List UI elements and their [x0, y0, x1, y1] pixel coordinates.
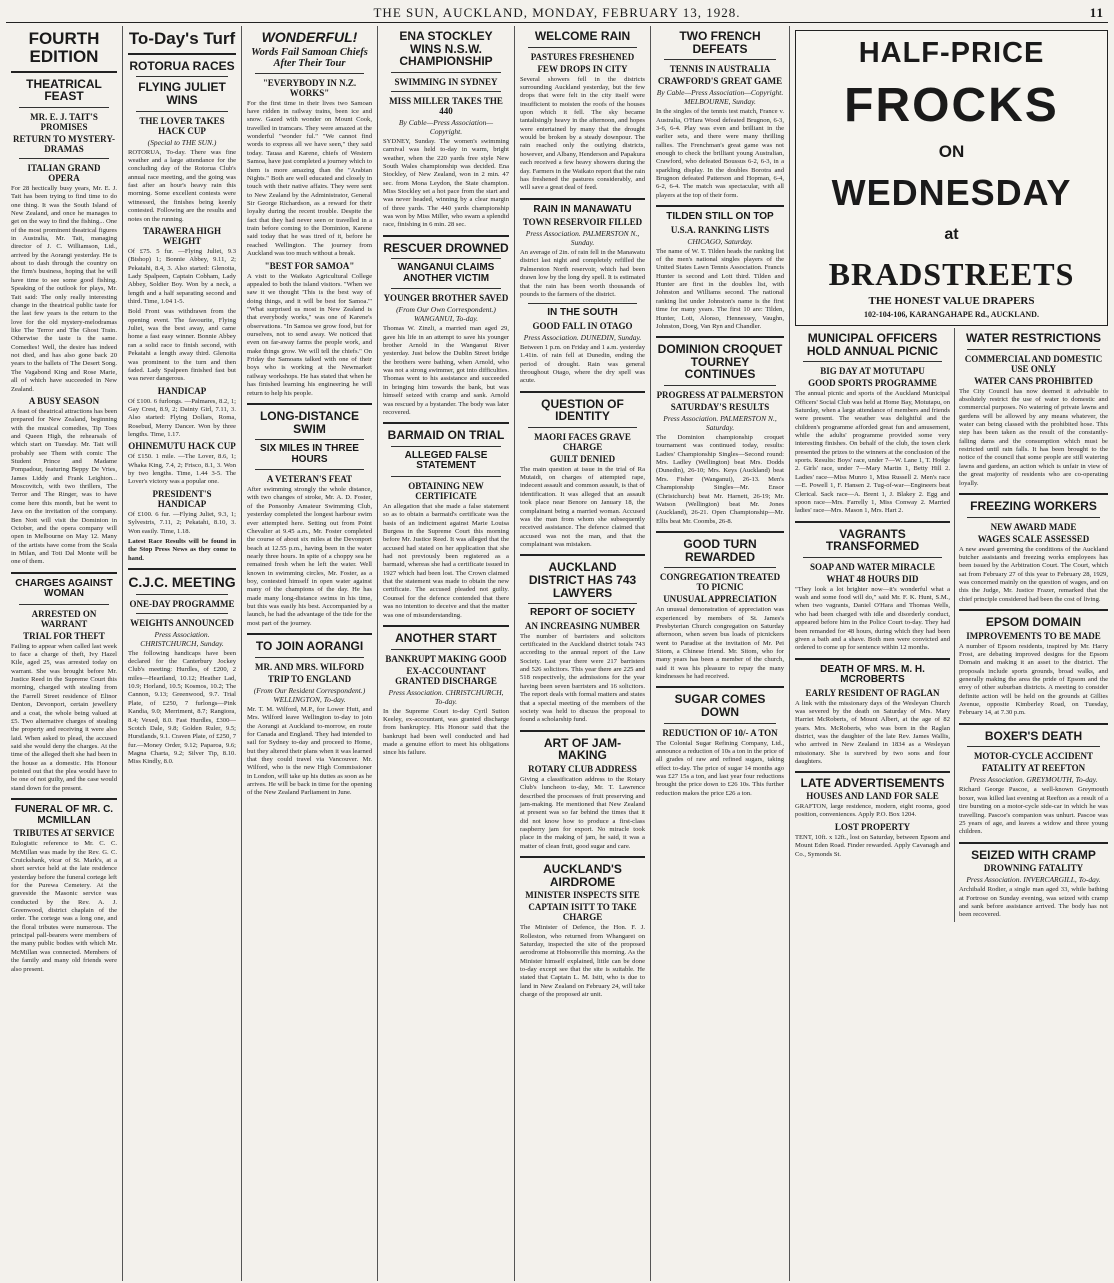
fourth-edition-heading: FOURTH EDITION: [28, 29, 100, 66]
longdistance-sub2: A VETERAN'S FEAT: [266, 474, 353, 485]
turf-race4-body: Of £100. 6 fur. —Flying Juliet, 9.3, 1; Sylvestris, 7.11, 2; Pekatahi, 8.10, 3. Won easily. Time, 1.18.: [128, 510, 236, 535]
mcroberts-headline: DEATH OF MRS. M. H. MCROBERTS: [820, 663, 925, 686]
stockley-byline: By Cable—Press Association—Copyright.: [398, 117, 494, 136]
stockley-headline: ENA STOCKLEY WINS N.S.W. CHAMPIONSHIP: [399, 29, 493, 69]
cjc-byline: Press Association. CHRISTCHURCH, Sunday.: [140, 629, 224, 648]
rescuer-sub1: WANGANUI CLAIMS ANOTHER VICTIM: [397, 262, 495, 284]
wonderful-headline: WONDERFUL!: [261, 29, 358, 45]
ad-tagline: THE HONEST VALUE DRAPERS: [868, 295, 1035, 307]
vagrants-sub2: WHAT 48 HOURS DID: [826, 573, 919, 584]
cjc-headline: C.J.C. MEETING: [128, 574, 236, 590]
theatrical-sub1: MR. E. J. TAIT'S PROMISES: [30, 111, 98, 132]
aerodrome-sub2: CAPTAIN ISITT TO TAKE CHARGE: [528, 902, 637, 923]
lower-columns: [795, 328, 1108, 922]
turn-headline: GOOD TURN REWARDED: [683, 536, 757, 564]
lateads-lost-body: TENT, 10ft. x 12ft., lost on Saturday, between Epsom and Mount Eden Road. Finder rewarded. Apply Cavanagh and Co., Symonds St.: [795, 833, 950, 858]
jam-sub1: ROTARY CLUB ADDRESS: [528, 763, 637, 774]
ad-address: 102-104-106, KARANGAHAPE Rd., AUCKLAND.: [864, 310, 1039, 319]
manawatu-headline: RAIN IN MANAWATU: [533, 203, 632, 215]
aorangi-headline: TO JOIN AORANGI: [255, 639, 364, 654]
funeral-sub1: TRIBUTES AT SERVICE: [13, 828, 115, 839]
barmaid-headline: BARMAID ON TRIAL: [387, 428, 505, 443]
identity-sub2: GUILT DENIED: [549, 453, 616, 464]
longdistance-body: After swimming strongly the whole distance, with two changes of stroke, Mr. A. D. Foster, of the Ponsonby Amateur Swimming Club, yesterday completed the longest harbour swim ever attempted here. Setting out from Point Chevalier at 9.45 a.m., Mr. Foster completed the course of about six miles at the Devonport beach at 12.55 p.m., having been in the water nearly three hours. In spite of a choppy sea he remained fresh when he left the water. Well known in swimming circles, Mr. Foster, as a boy, contested himself in open water against many of the champions of the day. He has made many long-distance swims in his time, but this was easily his best. Accompanied by a launch, he had the advantage of the tide for the most part of the journey.: [247, 486, 372, 627]
funeral-body: Eulogistic reference to Mr. C. C. McMillan was made by the Rev. G. C. Cruickshank, vicar of St. Mark's, at a short service held at the late residence yesterday before the funeral cortege left for the Purewa Cemetery. At the graveside the Masonic service was conducted by the Rev. A. J. Greenwood, district chaplain of the order. The cortege was a long one, and the floral tributes were numerous. The principal pall-bearers were members of the many public bodies with which Mr. McMillan was connected. Members of the family and many old friends were also present.: [11, 840, 117, 973]
epsom-headline: EPSOM DOMAIN: [985, 615, 1082, 630]
another-start-body: In the Supreme Court to-day Cyril Sutton Keeley, ex-accountant, was granted discharge from bankruptcy. His Honour said that the bankrupt had been well conducted and had made a genuine effort to meet his obligations since his failure.: [383, 707, 509, 757]
masthead: [6, 4, 1108, 23]
picnic-sub2: GOOD SPORTS PROGRAMME: [808, 378, 937, 389]
turf-body: ROTORUA, To-day. There was fine weather and a large attendance for the concluding day of the Rotorua Club's annual race meeting, and the going was fast after an hour's heavy rain this morning. Some excellent contests were witnessed, the finishes being keenly contested. Following are the results and notes on the running.: [128, 148, 236, 223]
rain-body: Several showers fell in the districts surrounding Auckland yesterday, but the few drops that were felt in the city itself were insufficient to moisten the roofs of the houses upon which it fell. The sky became tantalisingly heavy in the afternoon, and hopes were entertained by many that the drought would be broken by a steady downpour. The rain reached only the outlying districts, however, and Albany, Henderson and Papakura each received a few heavy showers during the day. Farmers in the Waikato report that the rain has freshened the pastures considerably, and will save a great deal of feed.: [520, 75, 645, 192]
jam-body: Giving a classification address to the Rotary Club's luncheon to-day, Mr. T. Lawrence described the processes of fruit preserving and jam-making. He mentioned that New Zealand at present was so far behind the times that it did not know how to produce a first-class raspberry jam for export. No miracle took place in the making of jam, he said, it was a matter of clean fruit, good sugar and care.: [520, 775, 645, 850]
picnic-body: The annual picnic and sports of the Auckland Municipal Officers' Social Club was held at Home Bay, Motutapu, on Saturday, when a large attendance of members and friends were present. The weather was delightful and the children's programme afforded great fun and amusement, while the adults' programme provided some very interesting finishes. On behalf of the club, the town clerk presented the prizes to the winners at the conclusion of the sports. Results: Boys' race, under 7—W. Lane 1, T. Hodge 2. Girls' race, under 7—Mary Martin 1, Betty Hill 2. Ladies' race—Miss Munro 1, Miss Russell 2. Men's race—E. Powell 1, F. Hansen 2. Tug-of-war—Engineers beat Clerical. Sack race—A. Brent 1, J. Blakey 2. Egg and spoon race—Mrs. Farrelly 1, Miss Conway 2. Married ladies' race—Mrs. Mason 1, Mrs. Hart 2.: [795, 390, 951, 515]
turf-race3-body: Of £150. 1 mile. —The Lover, 8.6, 1; Whaka King, 7.4, 2; Frisco, 8.1, 3. Won by two lengths. Time, 1.44 3-5. The Lover's victory was a popular one.: [128, 453, 236, 486]
croquet-sub1: PROGRESS AT PALMERSTON: [656, 390, 784, 401]
column-8: [955, 328, 1108, 922]
lateads-body: GRAFTON, large residence, modern, eight rooms, good position, conveniences. Apply P.O. Box 1204.: [795, 803, 950, 819]
cjc-sub2: WEIGHTS ANNOUNCED: [130, 617, 234, 628]
charges-body: Failing to appear when called last week to face a charge of theft, Ivy Hazel Kile, aged 25, was arrested today on warrant. She was brought before Mr. Justice Reed in the Supreme Court this morning, charged with stealing from the Farrell Street residence of Elinor Denton, Devonport, certain jewellery and a coat, the whole being valued at £5. Two alternative charges of stealing the property and receiving it were also laid. When asked to plead, the accused said she would deny the charges. At the time of the alleged theft she had been in the house as a domestic. His Honour pointed out that the plea would have to be one of not guilty, and the case would stand down for the present.: [11, 642, 117, 792]
croquet-sub2: SATURDAY'S RESULTS: [670, 402, 770, 413]
turf-race1-notes: Bold Front was withdrawn from the opening event. The favourite, Flying Juliet, was the best away, and came home a fast easy winner. Bonnie Abbey ran a solid race to finish second, with Pekatahi a length away third. Glenoita was prominent to the turn and then faded. Lady Spalpeen finished fast but was never dangerous.: [128, 308, 236, 383]
croquet-headline: DOMINION CROQUET TOURNEY CONTINUES: [657, 342, 783, 382]
cjc-body: The following handicaps have been declared for the Canterbury Jockey Club's meeting: Hurdles, of £200, 2 miles—Heartland, 10.12; Heather Lad, 10.9; Horland, 10.5; Kosmos, 10.2; The Cannon, 9.13; Greenwood, 9.7. Trial Plate, of £250, 7 furlongs—Pink Kandia, 9.0; Merriment, 8.7; Rangiora, 8.4; Vexed, 8.0. Fast Hurdles, £300—Scotch Dale, 9.8; Golden Ruler, 9.5; Hurstlands, 9.1. Craven Plate, of £250, 7 fur.—Money Order, 9.12; Paparoa, 9.6; Magna Charta, 9.2; Silver Tip, 8.10. Miss Kindly, 8.0.: [128, 649, 236, 766]
boxer-headline: BOXER'S DEATH: [984, 728, 1083, 743]
tilden-headline: TILDEN STILL ON TOP: [666, 211, 774, 223]
longdistance-headline: LONG-DISTANCE SWIM: [259, 408, 360, 436]
ad-wednesday: WEDNESDAY: [831, 172, 1072, 213]
aerodrome-body: The Minister of Defence, the Hon. F. J. Rolleston, who returned from Whangarei on Saturday, inspected the site of the proposed aerodrome at Hobsonville this morning. As the Minister himself explained, little can be done to-day except see that the site is suitable. He stated that Captain L. M. Isitt, who is due to land in New Zealand on February 24, will take charge of the proposed air unit.: [520, 924, 645, 999]
turf-race1-body: Of £75. 5 fur. —Flying Juliet, 9.3 (Bishop) 1; Bonnie Abbey, 9.11, 2; Pekatahi, 8.4, 3. Also started: Glenoita, Lady Spalpeen, Captain Cobham, Lady Abbey, Soldier Boy. Won by a neck, a length and a half separating second and third. Time, 1.04 1-5.: [128, 247, 236, 306]
column-5: [515, 26, 651, 1281]
cramp-byline: Press Association. INVERCARGILL, To-day.: [966, 875, 1101, 885]
masthead-title: THE SUN, AUCKLAND, MONDAY, FEBRUARY 13, 1928.: [373, 5, 741, 20]
another-start-sub1: BANKRUPT MAKING GOOD: [385, 653, 507, 664]
wonderful-quote: "EVERYBODY IN N.Z. WORKS": [262, 77, 357, 98]
rescuer-headline: RESCUER DROWNED: [383, 240, 509, 255]
turf-latest-note: Latest Race Results will be found in the Stop Press News as they come to hand.: [128, 537, 236, 562]
cramp-sub1: DROWNING FATALITY: [983, 863, 1084, 874]
twofrench-byline: By Cable—Press Association—Copyright. MELBOURNE, Sunday.: [656, 88, 784, 107]
turn-body: An unusual demonstration of appreciation was experienced by members of St. James's Presbyterian Church congregation on Saturday afternoon, when seven bus loads of picnickers went to Paradise at the invitation of Mr. Pei Sitom, a Chinese friend. Mr. Sitom, who for many years has been a member of the church, said it was his pleasure to repay the many kindnesses he had received.: [656, 606, 784, 681]
column-4: [378, 26, 515, 1281]
manawatu-byline: Press Association. PALMERSTON N., Sunday.: [525, 229, 640, 248]
identity-sub1: MAORI FACES GRAVE CHARGE: [534, 431, 631, 452]
aorangi-sub2: TRIP TO ENGLAND: [267, 673, 352, 684]
boxer-sub2: FATALITY AT REEFTON: [981, 763, 1086, 774]
column-2: [123, 26, 242, 1281]
epsom-body: A number of Epsom residents, inspired by Mr. Harry Frost, are debating improved designs for the Epsom Domain and making it an asset to the district. The proposals include sports grounds, broad walks, and generally making the area the pride of Epsom and the envy of other suburban districts. A meeting to consider definite action will be held on the grounds at Gillies Avenue, opposite Kimberley Road, on Tuesday, February 14, at 7.30 p.m.: [959, 642, 1108, 717]
funeral-headline: FUNERAL OF MR. C. MCMILLAN: [14, 804, 114, 826]
rain-headline: WELCOME RAIN: [534, 29, 631, 43]
stockley-sub2: MISS MILLER TAKES THE 440: [389, 95, 503, 116]
cjc-sub1: ONE-DAY PROGRAMME: [129, 598, 235, 609]
boxer-body: Richard George Pascoe, a well-known Greymouth boxer, was killed last evening at Reefton as a result of a tire bursting on a motor-cycle side-car in which he was travelling. Pascoe's companion was unhurt. Pascoe was 25 years of age, and leaves a widow and three young children.: [959, 786, 1108, 836]
ad-at: at: [944, 226, 959, 243]
rain-sub2: FEW DROPS IN CITY: [537, 63, 628, 74]
manawatu-body: An average of 2in. of rain fell in the Manawatu district last night and completely refilled the Palmerston North reservoir, which had been drawn low by the long dry spell. It is estimated that the rain has been worth thousands of pounds to the farmers of the district.: [520, 249, 645, 298]
twofrench-sub1: TENNIS IN AUSTRALIA: [669, 64, 771, 75]
column-7: [795, 328, 955, 922]
croquet-body: The Dominion championship croquet tournament was continued today, results: Ladies' Championship Singles—Second round: Mrs. Ladley (Wellington) beat Mrs. Dodds (Dunedin), 26-10; Mrs. Keys (Auckland) beat Mrs. Fisher (Wanganui), 26-13. Men's Championship Singles—Mr. Ensor (Christchurch) beat Mr. Harnett, 26-19; Mr. Watson (Wellington) beat Mr. Jones (Auckland), 26-21. Open Championship—Mr. Ellis beat Mr. Coombs, 26-8.: [656, 434, 784, 525]
water-sub1: COMMERCIAL AND DOMESTIC USE ONLY: [964, 353, 1103, 374]
twofrench-sub2: CRAWFORD'S GREAT GAME: [657, 76, 783, 87]
water-body: The City Council has now deemed it advisable to absolutely restrict the use of water to domestic and commercial purposes. No watering of private lawns and gardens will be allowed by any means whatever, the water can being classed with the prohibited hose. This step has been taken as the result of the constantly-falling dams and the consumption which must be restricted until rain falls. It has been brought to the notice of the council that some people are still watering lawns and gardens, an action which is unfair in view of the great majority of residents who are co-operating loyally.: [959, 387, 1108, 487]
turn-sub2: UNUSUAL APPRECIATION: [663, 594, 777, 605]
ad-frocks: FROCKS: [844, 79, 1059, 132]
another-start-sub2: EX-ACCOUNTANT GRANTED DISCHARGE: [395, 665, 497, 686]
tilden-sub1: U.S.A. RANKING LISTS: [670, 224, 770, 235]
south-sub1: GOOD FALL IN OTAGO: [532, 320, 633, 331]
ad-on: ON: [938, 142, 965, 161]
late-advertisements: [795, 771, 950, 859]
twofrench-body: In the singles of the tennis test match, France v. Australia, O'Hara Wood defeated Brugnon, 6-3, 3-6, 6-4. Play was even and brilliant in the earlier sets, and there were many thrilling rallies. The Frenchman's great game was not enough to check the brilliant young Australian, Crawford, who defeated Boussus 6-2, 6-3, in a sparkling display. In the doubles Borotra and Brugnon defeated Patterson and Hopman, 6-4, 6-2, 6-4. The match was spectacular, with all players at the top of their form.: [656, 108, 784, 199]
lateads-sub1: HOUSES AND LAND FOR SALE: [806, 791, 939, 802]
theatrical-sub2: RETURN TO MYSTERY-DRAMAS: [12, 133, 116, 154]
column-1: [6, 26, 123, 1281]
vagrants-body: "They look a lot brighter now—it's wonderful what a wash and some food will do," said Mr. F. K. Hunt, S.M., when two vagrants, Daniel O'Hara and Thomas Wells, who had been charged with idle and disorderly conduct, appeared before him in the Police Court to-day. They had been remanded for 48 hours, during which they had been given a bath and a shave. Both men were convicted and ordered to come up for sentence within 12 months.: [795, 585, 950, 652]
identity-headline: QUESTION OF IDENTITY: [541, 396, 624, 424]
jam-headline: ART OF JAM-MAKING: [543, 735, 622, 763]
barmaid-sub2: OBTAINING NEW CERTIFICATE: [408, 480, 484, 501]
ad-brand: BRADSTREETS: [828, 256, 1075, 292]
bradstreets-advertisement: [795, 30, 1108, 326]
aerodrome-headline: AUCKLAND'S AIRDROME: [543, 862, 622, 889]
wonderful-body: For the first time in their lives two Samoan have ridden in railway trains, been ice and snow. Gazed with wonder on Mount Cook, travelled in tramcars. They were amazed at the wonderful "wonder ful." "We cannot find words to express all we have seen," they said today. Tauaa and Karene, chiefs of Western Samoa, have just completed a journey which to them is more amazing than the "Arabian Nights." Both are well educated and closely in touch with their native affairs. They were sent to New Zealand by the Administrator, General Sir George Richardson, as a reward for their loyalty during the recent trouble. Despite the fact that they had never seen or travelled in a train before coming to the Dominion, Karene said today that he was tired of it, before he reached Wellington. The journey from Auckland was too much without a break.: [247, 99, 372, 258]
lawyers-sub1: REPORT OF SOCIETY: [529, 607, 635, 619]
picnic-headline: MUNICIPAL OFFICERS HOLD ANNUAL PICNIC: [806, 331, 939, 358]
south-body: Between 1 p.m. on Friday and 1 a.m. yesterday 1.41in. of rain fell at Dunedin, ending the period of drought. Rain was general throughout Otago, where the dry spell was acute.: [520, 343, 645, 385]
cramp-body: Archibald Rodier, a single man aged 33, while bathing at Fortrose on Sunday evening, was seized with cramp and sank before assistance arrived. The body has not been recovered.: [959, 886, 1108, 919]
another-start-headline: ANOTHER START: [395, 630, 497, 645]
column-7-8: [790, 26, 1108, 1281]
turf-sub1: ROTORUA RACES: [129, 58, 235, 73]
longdistance-sub1: SIX MILES IN THREE HOURS: [260, 443, 359, 465]
turf-race2-title: HANDICAP: [157, 385, 207, 396]
lateads-headline: LATE ADVERTISEMENTS: [800, 775, 945, 790]
sugar-body: The Colonial Sugar Refining Company, Ltd., announce a reduction of 10s a ton in the price of all grades of raw and refined sugars, taking effect to-day. The price of sugar 14 months ago was £27 15s a ton, and last year four reductions brought the price down to £26 10s. This further reduction makes the price £26 a ton.: [656, 739, 784, 797]
epsom-sub1: IMPROVEMENTS TO BE MADE: [966, 630, 1101, 641]
freezing-body: A new award governing the conditions of the Auckland butcher assistants and freezing works employees has been issued by the Arbitration Court. The Court, which sat from February 27 of this year to February 28, 1929, was concerned mainly on the question of wages, and on this the Judge, Mr. Justice Frazer, remarked that the chief principle considered had been the cost of living.: [959, 545, 1108, 603]
barmaid-body: An allegation that she made a false statement so as to obtain a barmaid's certificate was the basis of an indictment against Marie Louisa Burgess in the Supreme Court this morning before Mr. Justice Reed. It was alleged that the accused had stated on her application that she had not previously been registered as a barmaid, whereas she had a certificate issued in 1927 which had been lost. The Crown claimed that the statement was made to obtain the new certificate. The accused pleaded not guilty. Counsel for the defence contended that there was no intention to deceive and that the matter was one of misunderstanding.: [383, 502, 509, 619]
turf-sub3: THE LOVER TAKES HACK CUP: [139, 115, 225, 136]
lawyers-sub2: AN INCREASING NUMBER: [524, 620, 640, 631]
cramp-headline: SEIZED WITH CRAMP: [971, 847, 1096, 862]
ad-half-price: HALF-PRICE: [858, 37, 1045, 69]
wonderful-sub1: Words Fail Samoan Chiefs After Their Tour: [251, 46, 368, 69]
wonderful-body-2: A visit to the Waikato Agricultural College appealed to both the island visitors. "When we saw it we thought 'This is the best way of doing things, and it will be best for Samoa.'" "What surprised us most in New Zealand is that everybody works," was one of Karene's observations. "In Samoa we grow food, but for ourselves, not to send away. We noticed that even on far-away farms the people work, and make things grow. We will tell the chiefs." On Friday the Samoans talked with one of their boys who is working at the Newmarket railway workshops. He has stated that when he has finished learning his engineering he will return to help his people.: [247, 272, 372, 397]
boxer-byline: Press Association. GREYMOUTH, To-day.: [969, 775, 1098, 785]
water-sub2: WATER CANS PROHIBITED: [974, 375, 1093, 386]
wonderful-best-heading: "BEST FOR SAMOA": [264, 260, 355, 271]
aorangi-body: Mr. T. M. Wilford, M.P., for Lower Hutt, and Mrs. Wilford leave Wellington to-day to join the Aorangi at Auckland to-morrow, en route for Canada and England. They had intended to sail for Sydney to-day and proceed to Home, but they altered their plans when it was learned that they could travel via Vancouver. Mr. Wilford, who is the new High Commissioner in London, will take up his duties as soon as he arrives. He will be back in time for the opening of the New Zealand Parliament in June.: [247, 705, 372, 797]
aorangi-byline: (From Our Resident Correspondent.) WELLINGTON, To-day.: [253, 685, 366, 704]
freezing-headline: FREEZING WORKERS: [970, 498, 1097, 513]
page-number: 11: [1089, 5, 1104, 20]
tilden-byline: CHICAGO, Saturday.: [687, 236, 753, 246]
sugar-sub1: REDUCTION OF 10/- A TON: [662, 727, 778, 738]
rescuer-sub2: YOUNGER BROTHER SAVED: [383, 293, 509, 304]
another-start-byline: Press Association. CHRISTCHURCH, To-day.: [388, 687, 504, 706]
aorangi-sub1: MR. AND MRS. WILFORD: [254, 661, 365, 672]
column-6: [651, 26, 790, 1281]
theatrical-busy-heading: A BUSY SEASON: [28, 395, 100, 406]
sugar-headline: SUGAR COMES DOWN: [674, 692, 766, 719]
turn-sub1: CONGREGATION TREATED TO PICNIC: [659, 572, 781, 593]
turf-race4-title: PRESIDENT'S HANDICAP: [152, 488, 212, 509]
charges-sub2: TRIAL FOR THEFT: [23, 630, 105, 641]
charges-headline: CHARGES AGAINST WOMAN: [15, 577, 113, 600]
rescuer-byline: (From Our Own Correspondent.) WANGANUI, To-day.: [396, 305, 496, 324]
mcroberts-sub1: EARLY RESIDENT OF RAGLAN: [805, 687, 940, 698]
columns: [6, 26, 1108, 1281]
manawatu-sub1: TOWN RESERVOIR FILLED: [522, 217, 643, 228]
croquet-byline: Press Association. PALMERSTON N., Saturday.: [663, 414, 777, 433]
turf-headline: To-Day's Turf: [128, 29, 236, 48]
turf-byline: (Special to THE SUN.): [147, 137, 217, 147]
theatrical-headline: THEATRICAL FEAST: [26, 76, 102, 104]
mcroberts-body: A link with the missionary days of the Wesleyan Church was severed by the death on Saturday of Mrs. Mary Harriet McRoberts, of Mount Albert, at the age of 82 years. Mrs. McRoberts, who was born in the Raglan district, was the daughter of the late Rev. James Wallis, who arrived in New Zealand in 1834 as a Wesleyan missionary. She is survived by two sons and four daughters.: [795, 699, 950, 766]
freezing-sub2: WAGES SCALE ASSESSED: [977, 533, 1090, 544]
theatrical-sub3: ITALIAN GRAND OPERA: [27, 162, 101, 183]
theatrical-body: For 28 hectically busy years, Mr. E. J. Tait has been trying to find time to do one thing. It was the South Island of New Zealand, and once he manages to get on the way to find the fishing... One of the most prominent theatrical figures in Australia, Mr. Tait, managing director of J. C. Williamson, Ltd., arrived by the Aorangi yesterday. He is about to dash through the country on the firm's business, hoping that he will have time to see some good fishing. Speaking of the outlook for plays, Mr. Tait said: The only really interesting change in the theatrical public taste for the last few years is the return to the love for the old mystery-melodramas like The Terror and The Ghost Train. Otherwise the taste is the same. Comedies! Well, the desire has indeed not died, and has also gone back 20 years to the ballets of The Desert Song. The Vagabond King and Rose Marie, all of which have succeeded in New Zealand.: [11, 184, 117, 393]
identity-body: The main question at issue in the trial of Ra Mutaidi, on charges of attempted rape, indecent assault and common assault, is that of identification. It was alleged that an assault took place near Benore on January 18, the complainant being a married woman. Accused was the man from whom she subsequently received assistance. The defence claimed that accused was not the man, and that the complainant was mistaken.: [520, 465, 645, 548]
south-byline: Press Association. DUNEDIN, Sunday.: [523, 332, 642, 342]
lateads-lost-heading: LOST PROPERTY: [834, 821, 911, 832]
turf-race2-body: Of £100. 6 furlongs. —Palmares, 8.2, 1; Gay Crest, 8.9, 2; Dainty Girl, 7.11, 3. Also started: Flying Dollars, Roma, Rosebud, Merry Dancer. Won by three lengths. Time, 1.17.: [128, 397, 236, 439]
theatrical-body-2: A feast of theatrical attractions has been prepared for New Zealand, beginning with the musical comedies, Tip Toes and Queen High, the rehearsals of which start on Tuesday. Mr. Tait will probably see Them with comic The Student Prince and Madame Pompadour, featuring Beppy De Vries, James Liddy and Frank Leighton... Moscovitch, with two thrillers, The Terror and The Ringer, was to have come here this month, but he went to Java on the invitation of the company. Ben Nott will visit the Dominion in October, and the opera company will open in Melbourne on May 12. Many of the artists have come from the Scala in Milan, and Toti Dal Monte will be one of them.: [11, 407, 117, 566]
water-headline: WATER RESTRICTIONS: [965, 331, 1102, 345]
picnic-sub1: BIG DAY AT MOTUTAPU: [820, 366, 925, 377]
freezing-sub1: NEW AWARD MADE: [990, 521, 1077, 532]
turf-race3-title: OHINEMUTU HACK CUP: [128, 441, 236, 452]
tilden-body: The name of W. T. Tilden heads the ranking list of the men's national singles players of the United States Lawn Tennis Association. Francis Hunter is second and Lott third. Tilden and Hunter are first in the doubles list, with Johnston and Williams second. The national ranking list under Johnston's name is the first time for many years. The first 10 are: Tilden, Hunter, Lott, Alonso, Hennessey, Vaughn, Johnston, Doeg, Van Ryn and Chandler.: [656, 247, 784, 330]
turf-race1-title: TARAWERA HIGH WEIGHT: [142, 225, 222, 246]
turf-sub2: FLYING JULIET WINS: [138, 80, 226, 108]
charges-sub1: ARRESTED ON WARRANT: [31, 608, 97, 629]
stockley-body: SYDNEY, Sunday. The women's swimming carnival was held to-day in warm, bright weather, when the 220 yards free style New South Wales championship was decided. Ena Stockley, of New Zealand, won in 2 min. 47 sec. from Mona Leydon, the State champion. Miss Stockley set a hot pace from the start and was never headed, winning by a clear margin of three yards. The 440 yards championship was won by Miss Miller, who swam a splendid race, finishing in 6 min. 28 sec.: [383, 137, 509, 229]
lawyers-body: The number of barristers and solicitors certificated in the Auckland district totals 743 according to the annual report of the Law Society. Last year there were 217 barristers and 526 solicitors. This year there are 225 and 518 respectively, the admissions for the year having been seven barristers and 16 solicitors. The report deals with formal matters and states that a special meeting of the members of the society was held to discuss the proposal to found a scholarship fund.: [520, 632, 645, 724]
vagrants-sub1: SOAP AND WATER MIRACLE: [810, 561, 935, 572]
rain-sub1: PASTURES FRESHENED: [530, 51, 635, 62]
stockley-sub1: SWIMMING IN SYDNEY: [394, 76, 498, 87]
rescuer-body: Thomas W. Zinzli, a married man aged 29, gave his life in an attempt to save his younger brother Arnold in the Wanganui River yesterday. Just below the Dublin Street bridge the brothers were bathing, when Arnold, who was not a strong swimmer, got into difficulties. Thomas went to his assistance and succeeded in bringing him towards the bank, but was himself seized with cramp and sank. Arnold was rescued by a bystander. The body was later recovered.: [383, 325, 509, 416]
south-headline: IN THE SOUTH: [547, 307, 618, 319]
column-3: [242, 26, 378, 1281]
vagrants-headline: VAGRANTS TRANSFORMED: [825, 526, 920, 554]
lawyers-headline: AUCKLAND DISTRICT HAS 743 LAWYERS: [528, 560, 637, 600]
aerodrome-sub1: MINISTER INSPECTS SITE: [525, 890, 640, 901]
twofrench-headline: TWO FRENCH DEFEATS: [679, 29, 761, 56]
barmaid-sub1: ALLEGED FALSE STATEMENT: [404, 449, 488, 472]
boxer-sub1: MOTOR-CYCLE ACCIDENT: [973, 751, 1094, 762]
